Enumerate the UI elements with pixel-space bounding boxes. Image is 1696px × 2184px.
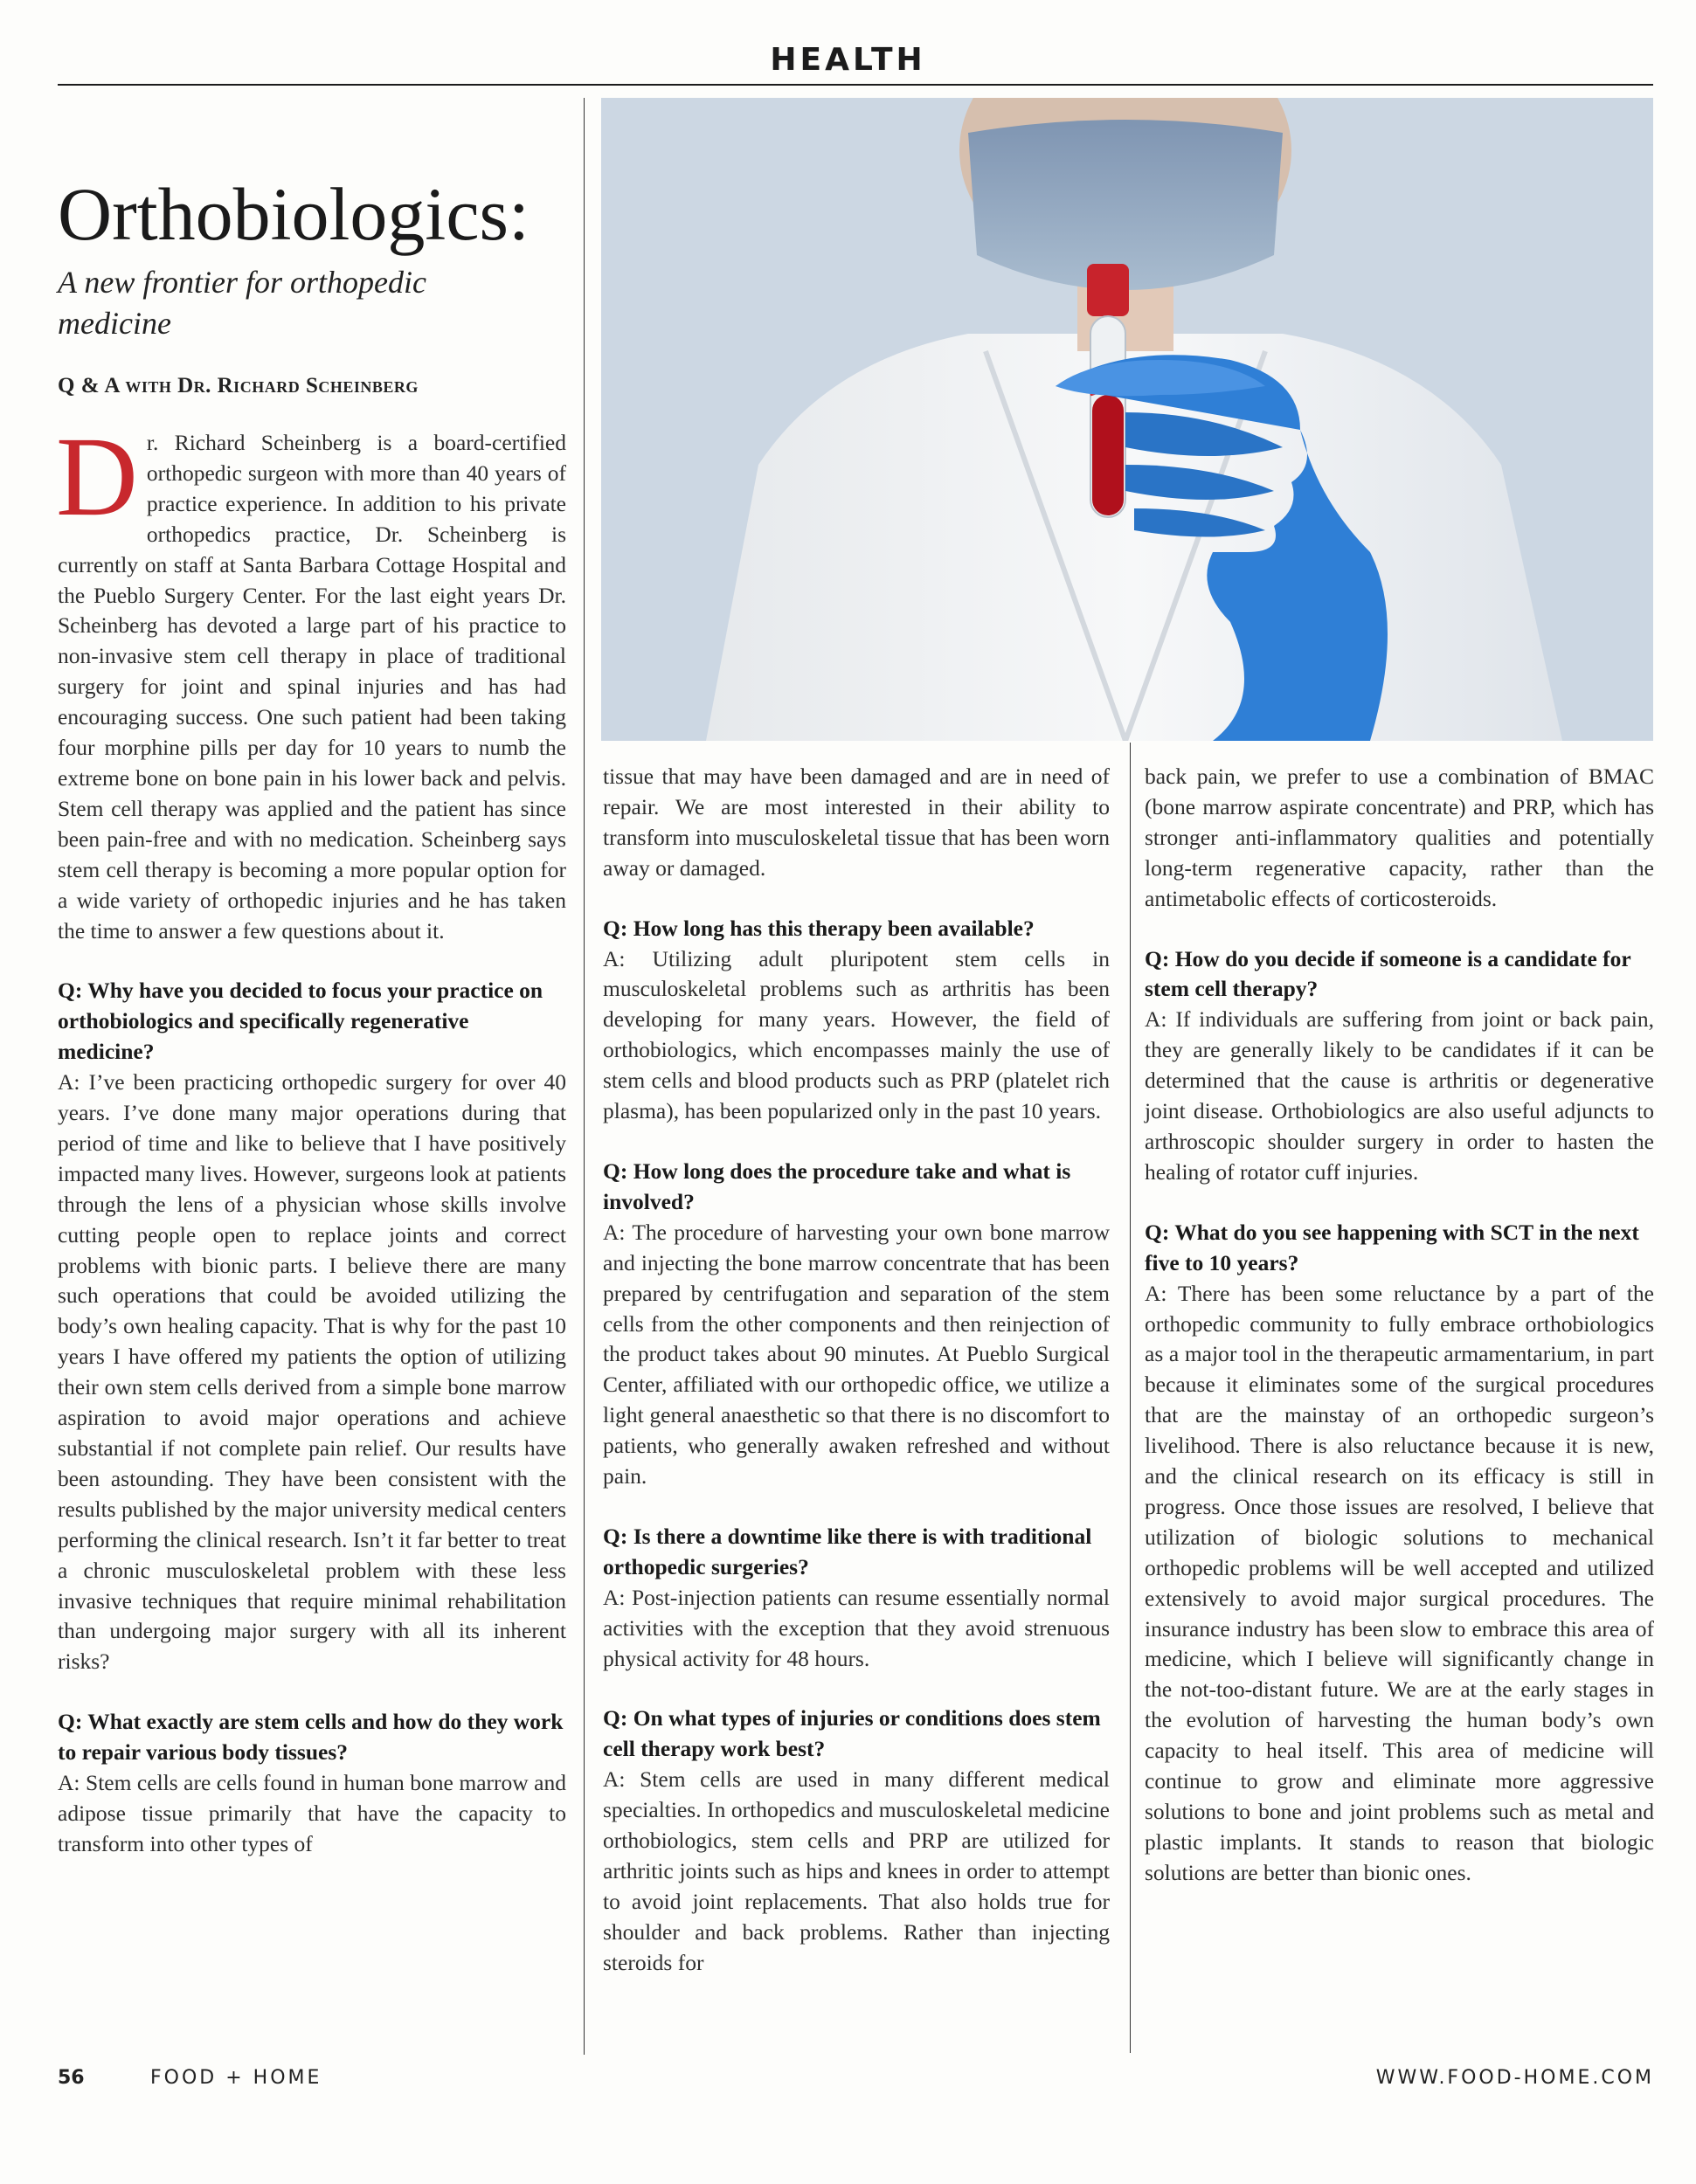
- question: Q: What do you see happening with SCT in the next five to 10 years?: [1145, 1219, 1639, 1275]
- magazine-url: WWW.FOOD-HOME.COM: [1375, 2067, 1654, 2089]
- answer-continued: back pain, we prefer to use a combination of BMAC (bone marrow aspirate concentrate) and PRP, which has stronger anti-inflammatory qualities and potentially long-term regenerative capacity, rather than the antimetabolic effects of corticosteroids.: [1145, 764, 1654, 911]
- intro-text: r. Richard Scheinberg is a board-certified orthopedic surgeon with more than 40 years of practice experience. In addition to his private orthopedics practice, Dr. Scheinberg is currently on staff at Santa Barbara Cottage Hospital and the Pueblo Surgery Center. For the last eight years Dr. Scheinberg has devoted a large part of his practice to non-invasive stem cell therapy in place of traditional surgery for joint and spinal injuries and has had encouraging success. One such patient had been taking four morphine pills per day for 10 years to numb the extreme bone on bone pain in his lower back and pelvis. Stem cell therapy was applied and the patient has since been pain-free and with no medication. Scheinberg says stem cell therapy is becoming a more popular option for a wide variety of orthopedic injuries and he has taken the time to answer a few questions about it.: [58, 430, 566, 943]
- column-divider: [1130, 743, 1131, 2053]
- question: Q: Why have you decided to focus your practice on orthobiologics and specifically regenerative medicine?: [58, 978, 543, 1065]
- article-subtitle: A new frontier for orthopedic medicine: [58, 265, 426, 341]
- magazine-name: FOOD + HOME: [150, 2067, 322, 2089]
- article-byline: Q & A with Dr. Richard Scheinberg: [58, 374, 419, 397]
- doctor-holding-blood-tube-illustration: [601, 98, 1653, 741]
- question: Q: On what types of injuries or conditions does stem cell therapy work best?: [603, 1705, 1101, 1762]
- answer-continued: tissue that may have been damaged and are in need of repair. We are most interested in their ability to transform into musculoskeletal tissue that has been worn away or damaged.: [603, 764, 1110, 881]
- answer: A: Post-injection patients can resume essentially normal activities with the exception that they avoid strenuous physical activity for 48 hours.: [603, 1584, 1110, 1671]
- article-column-2: [603, 762, 1110, 1979]
- question: Q: How long does the procedure take and what is involved?: [603, 1158, 1071, 1214]
- question: Q: What exactly are stem cells and how do they work to repair various body tissues?: [58, 1709, 564, 1766]
- hero-photo: [601, 98, 1653, 741]
- tube-cap: [1087, 264, 1129, 316]
- article-column-3: [1145, 762, 1654, 1889]
- drop-cap: D: [56, 414, 138, 540]
- answer: A: Utilizing adult pluripotent stem cells in musculoskeletal problems such as arthritis has been developing for many years. However, the field of orthobiologics, which encompasses mainly the use of stem cells and blood products such as PRP (platelet rich plasma), has been popularized only in the past 10 years.: [603, 945, 1110, 1124]
- page-number: 56: [58, 2067, 85, 2089]
- section-label: HEALTH: [770, 42, 926, 78]
- answer: A: I’ve been practicing orthopedic surgery for over 40 years. I’ve done many major operations during that period of time and like to believe that I have positively impacted many lives. However, surgeons look at patients through the lens of a physician whose skills involve cutting people open to replace joints and correct problems with bionic parts. I believe there are many such operations that could be avoided utilizing the body’s own healing capacity. That is why for the past 10 years I have offered my patients the option of utilizing their own stem cells derived from a simple bone marrow aspiration to avoid major operations and achieve substantial if not complete pain relief. Our results have been astounding. They have been consistent with the results published by the major university medical centers performing the clinical research. Isn’t it far better to treat a chronic musculoskeletal problem with these less invasive techniques that require minimal rehabilitation than undergoing major surgery with all its inherent risks?: [58, 1069, 566, 1675]
- top-rule: [58, 84, 1653, 86]
- answer: A: Stem cells are used in many different medical specialties. In orthopedics and musculoskeletal medicine orthobiologics, stem cells and PRP are utilized for arthritic joints such as hips and knees in order to attempt to avoid joint replacements. That also holds true for shoulder and back problems. Rather than injecting steroids for: [603, 1766, 1110, 1975]
- column-divider: [584, 98, 585, 2055]
- answer: A: There has been some reluctance by a part of the orthopedic community to fully embrace orthobiologics as a major tool in the therapeutic armamentarium, in part because it eliminates some of the surgical procedures that are the mainstay of an orthopedic surgeon’s livelihood. There is also reluctance because it is new, and the clinical research on its efficacy is still in progress. Once those issues are resolved, I believe that utilization of biologic solutions to mechanical orthopedic problems will be well accepted and utilized extensively to avoid major surgical procedures. The insurance industry has been slow to embrace this area of medicine, which I believe will significantly change in the not-too-distant future. We are at the early stages in the evolution of harvesting the human body’s own capacity to heal itself. This area of medicine will continue to grow and eliminate more aggressive solutions to bone and joint problems such as metal and plastic implants. It stands to reason that biologic solutions are better than bionic ones.: [1145, 1280, 1654, 1885]
- intro-paragraph: [56, 414, 566, 946]
- answer: A: The procedure of harvesting your own bone marrow and injecting the bone marrow concentrate that has been prepared by centrifugation and separation of the stem cells from the other components and then reinjection of the product takes about 90 minutes. At Pueblo Surgical Center, affiliated with our orthopedic office, we utilize a light general anaesthetic so that there is no discomfort to patients, who generally awaken refreshed and without pain.: [603, 1219, 1110, 1489]
- question: Q: How long has this therapy been available?: [603, 915, 1035, 941]
- answer: A: If individuals are suffering from joint or back pain, they are generally likely to be candidates if it can be determined that the cause is arthritis or degenerative joint disease. Orthobiologics are also useful adjuncts to arthroscopic shoulder surgery in order to hasten the healing of rotator cuff injuries.: [1145, 1006, 1654, 1185]
- question: Q: How do you decide if someone is a candidate for stem cell therapy?: [1145, 945, 1631, 1002]
- article-title: Orthobiologics:: [58, 172, 530, 256]
- article-column-1: [56, 414, 566, 1860]
- question: Q: Is there a downtime like there is with traditional orthopedic surgeries?: [603, 1523, 1092, 1579]
- answer: A: Stem cells are cells found in human bone marrow and adipose tissue primarily that have the capacity to transform into other types of: [58, 1770, 566, 1856]
